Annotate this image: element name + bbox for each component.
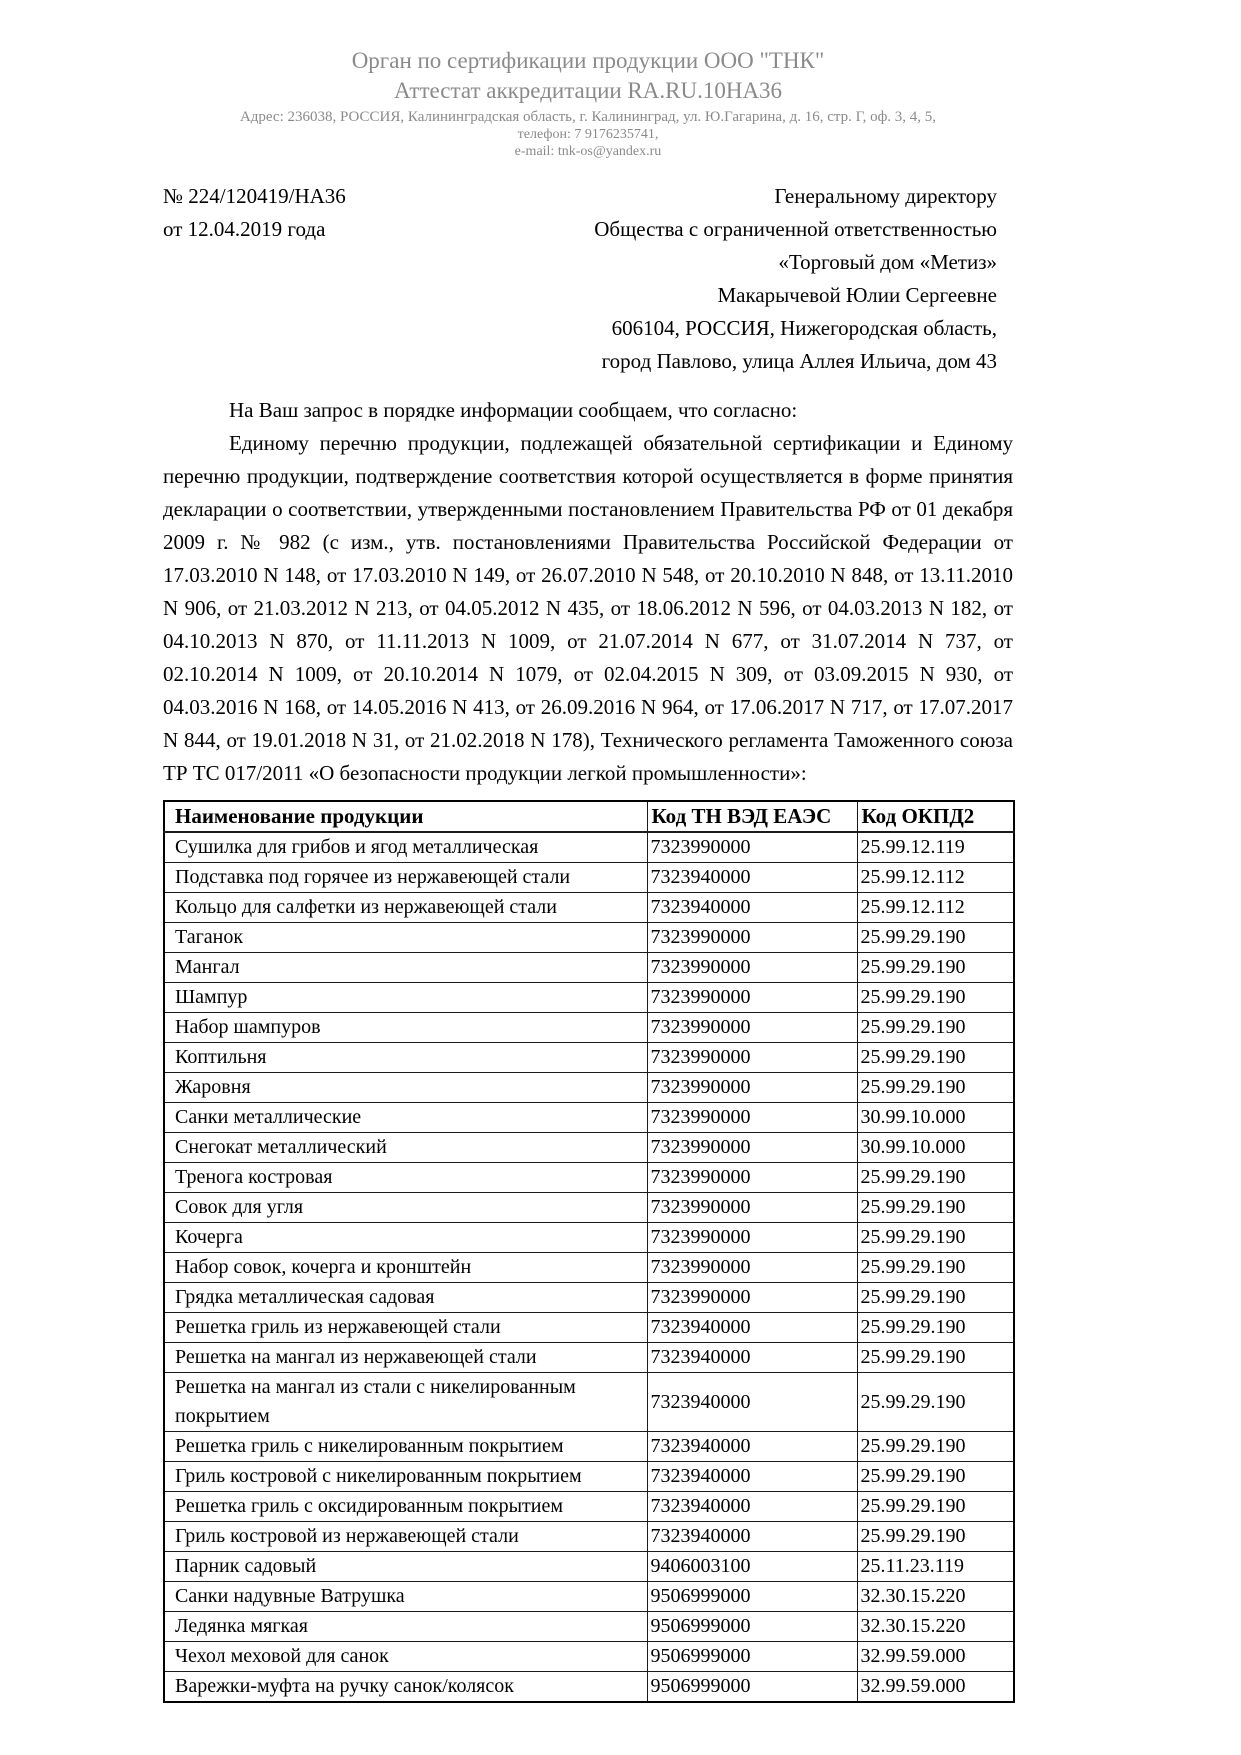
column-header-product-name: Наименование продукции (164, 801, 647, 832)
intro-paragraph: На Ваш запрос в порядке информации сообщаем, что согласно: (229, 398, 798, 422)
tnved-code-cell: 7323940000 (647, 1462, 857, 1492)
okpd2-code-cell: 25.99.29.190 (857, 1522, 1014, 1552)
table-row (164, 1253, 1014, 1283)
table-row (164, 893, 1014, 923)
table-row (164, 983, 1014, 1013)
tnved-code-cell: 9506999000 (647, 1582, 857, 1612)
product-name-cell: Набор шампуров (164, 1013, 647, 1043)
okpd2-code-cell: 25.99.12.112 (857, 863, 1014, 893)
product-name-cell: Санки надувные Ватрушка (164, 1582, 647, 1612)
okpd2-code-cell: 25.99.29.190 (857, 983, 1014, 1013)
table-row (164, 1672, 1014, 1703)
okpd2-code-cell: 25.99.29.190 (857, 1253, 1014, 1283)
addressee-line: город Павлово, улица Аллея Ильича, дом 43 (601, 349, 997, 373)
okpd2-code-cell: 25.99.29.190 (857, 1013, 1014, 1043)
table-row (164, 1103, 1014, 1133)
product-name-cell: Шампур (164, 983, 647, 1013)
table-row (164, 1043, 1014, 1073)
okpd2-code-cell: 25.99.29.190 (857, 1163, 1014, 1193)
okpd2-code-cell: 32.99.59.000 (857, 1672, 1014, 1703)
tnved-code-cell: 7323990000 (647, 1073, 857, 1103)
okpd2-code-cell: 25.99.29.190 (857, 953, 1014, 983)
tnved-code-cell: 7323990000 (647, 1163, 857, 1193)
product-name-cell: Гриль костровой из нержавеющей стали (164, 1522, 647, 1552)
table-row (164, 832, 1014, 863)
table-row (164, 1492, 1014, 1522)
tnved-code-cell: 7323990000 (647, 1103, 857, 1133)
tnved-code-cell: 7323940000 (647, 1313, 857, 1343)
addressee-line: 606104, РОССИЯ, Нижегородская область, (611, 316, 997, 340)
product-name-cell: Жаровня (164, 1073, 647, 1103)
org-email: e-mail: tnk-os@yandex.ru (514, 144, 662, 159)
tnved-code-cell: 7323940000 (647, 893, 857, 923)
product-name-cell: Совок для угля (164, 1193, 647, 1223)
addressee-block (594, 180, 1013, 378)
okpd2-code-cell: 25.11.23.119 (857, 1552, 1014, 1582)
table-row (164, 1013, 1014, 1043)
main-paragraph: Единому перечню продукции, подлежащей обязательной сертификации и Единому перечню продукции, подтверждение соответствия которой осуществляется в форме принятия декларации о соответствии, утвержденными постановлением Правительства РФ от 01 декабря 2009 г. № 982 (с изм., утв. постановлениями Правительства Российской Федерации от 17.03.2010 N 148, от 17.03.2010 N 149, от 26.07.2010 N 548, от 20.10.2010 N 848, от 13.11.2010 N 906, от 21.03.2012 N 213, от 04.05.2012 N 435, от 18.06.2012 N 596, от 04.03.2013 N 182, от 04.10.2013 N 870, от 11.11.2013 N 1009, от 21.07.2014 N 677, от 31.07.2014 N 737, от 02.10.2014 N 1009, от 20.10.2014 N 1079, от 02.04.2015 N 309, от 03.09.2015 N 930, от 04.03.2016 N 168, от 14.05.2016 N 413, от 26.09.2016 N 964, от 17.06.2017 N 717, от 17.07.2017 N 844, от 19.01.2018 N 31, от 21.02.2018 N 178), Технического регламента Таможенного союза ТР ТС 017/2011 «О безопасности продукции легкой промышленности»: (163, 431, 1013, 785)
product-name-cell: Подставка под горячее из нержавеющей стали (164, 863, 647, 893)
product-name-cell: Гриль костровой с никелированным покрытием (164, 1462, 647, 1492)
tnved-code-cell: 7323990000 (647, 1043, 857, 1073)
product-name-cell: Решетка на мангал из нержавеющей стали (164, 1343, 647, 1373)
product-name-cell: Кольцо для салфетки из нержавеющей стали (164, 893, 647, 923)
tnved-code-cell: 7323990000 (647, 832, 857, 863)
okpd2-code-cell: 25.99.29.190 (857, 1043, 1014, 1073)
tnved-code-cell: 9506999000 (647, 1612, 857, 1642)
letter-body (163, 394, 1013, 790)
product-name-cell: Варежки-муфта на ручку санок/колясок (164, 1672, 647, 1703)
okpd2-code-cell: 25.99.29.190 (857, 1373, 1014, 1432)
letterhead (163, 46, 1013, 160)
okpd2-code-cell: 25.99.29.190 (857, 1283, 1014, 1313)
table-row (164, 1432, 1014, 1462)
product-name-cell: Санки металлические (164, 1103, 647, 1133)
product-name-cell: Сушилка для грибов и ягод металлическая (164, 832, 647, 863)
tnved-code-cell: 7323990000 (647, 953, 857, 983)
product-name-cell: Решетка гриль с никелированным покрытием (164, 1432, 647, 1462)
product-table-body (164, 832, 1014, 1702)
letter-date: от 12.04.2019 года (163, 217, 326, 241)
table-row (164, 1193, 1014, 1223)
table-row (164, 1373, 1014, 1432)
product-name-cell: Кочерга (164, 1223, 647, 1253)
product-name-cell: Таганок (164, 923, 647, 953)
org-address: Адрес: 236038, РОССИЯ, Калининградская область, г. Калининград, ул. Ю.Гагарина, д. 16, стр. Г, оф. 3, 4, 5, (239, 109, 937, 125)
addressee-line: Макарычевой Юлии Сергеевне (717, 283, 997, 307)
table-row (164, 1552, 1014, 1582)
tnved-code-cell: 7323940000 (647, 1492, 857, 1522)
table-row (164, 1133, 1014, 1163)
okpd2-code-cell: 32.99.59.000 (857, 1642, 1014, 1672)
tnved-code-cell: 7323990000 (647, 1223, 857, 1253)
okpd2-code-cell: 25.99.29.190 (857, 1492, 1014, 1522)
table-row (164, 1163, 1014, 1193)
tnved-code-cell: 7323990000 (647, 923, 857, 953)
product-name-cell: Парник садовый (164, 1552, 647, 1582)
tnved-code-cell: 7323990000 (647, 1283, 857, 1313)
table-row (164, 1313, 1014, 1343)
table-header-row (164, 801, 1014, 832)
column-header-okpd2-code: Код ОКПД2 (857, 801, 1014, 832)
tnved-code-cell: 7323940000 (647, 1522, 857, 1552)
table-row (164, 1462, 1014, 1492)
reference-and-addressee (163, 180, 1013, 378)
product-table (163, 800, 1015, 1703)
tnved-code-cell: 9506999000 (647, 1642, 857, 1672)
table-row (164, 1522, 1014, 1552)
addressee-line: Общества с ограниченной ответственностью (594, 217, 997, 241)
product-name-cell: Мангал (164, 953, 647, 983)
product-name-cell: Тренога костровая (164, 1163, 647, 1193)
product-name-cell: Снегокат металлический (164, 1133, 647, 1163)
okpd2-code-cell: 25.99.29.190 (857, 1432, 1014, 1462)
okpd2-code-cell: 25.99.29.190 (857, 1462, 1014, 1492)
product-name-cell: Коптильня (164, 1043, 647, 1073)
tnved-code-cell: 7323940000 (647, 863, 857, 893)
okpd2-code-cell: 32.30.15.220 (857, 1582, 1014, 1612)
okpd2-code-cell: 32.30.15.220 (857, 1612, 1014, 1642)
okpd2-code-cell: 30.99.10.000 (857, 1133, 1014, 1163)
tnved-code-cell: 9506999000 (647, 1672, 857, 1703)
table-row (164, 1283, 1014, 1313)
tnved-code-cell: 7323990000 (647, 1013, 857, 1043)
product-name-cell: Чехол меховой для санок (164, 1642, 647, 1672)
okpd2-code-cell: 25.99.29.190 (857, 1343, 1014, 1373)
table-row (164, 1642, 1014, 1672)
product-name-cell: Решетка гриль из нержавеющей стали (164, 1313, 647, 1343)
column-header-tnved-code: Код ТН ВЭД ЕАЭС (647, 801, 857, 832)
table-row (164, 923, 1014, 953)
tnved-code-cell: 9406003100 (647, 1552, 857, 1582)
table-row (164, 953, 1014, 983)
accreditation-number: Аттестат аккредитации RA.RU.10НА36 (393, 78, 783, 103)
tnved-code-cell: 7323940000 (647, 1432, 857, 1462)
product-name-cell: Набор совок, кочерга и кронштейн (164, 1253, 647, 1283)
table-row (164, 1343, 1014, 1373)
table-row (164, 1073, 1014, 1103)
addressee-line: «Торговый дом «Метиз» (778, 250, 997, 274)
tnved-code-cell: 7323990000 (647, 1133, 857, 1163)
okpd2-code-cell: 25.99.29.190 (857, 1073, 1014, 1103)
letter-reference (163, 180, 346, 378)
tnved-code-cell: 7323990000 (647, 1193, 857, 1223)
okpd2-code-cell: 25.99.29.190 (857, 1313, 1014, 1343)
tnved-code-cell: 7323990000 (647, 983, 857, 1013)
okpd2-code-cell: 25.99.29.190 (857, 1223, 1014, 1253)
letter-number: № 224/120419/НА36 (163, 184, 346, 208)
product-name-cell: Решетка гриль с оксидированным покрытием (164, 1492, 647, 1522)
okpd2-code-cell: 25.99.12.112 (857, 893, 1014, 923)
okpd2-code-cell: 25.99.29.190 (857, 923, 1014, 953)
table-row (164, 1223, 1014, 1253)
okpd2-code-cell: 25.99.29.190 (857, 1193, 1014, 1223)
tnved-code-cell: 7323990000 (647, 1253, 857, 1283)
product-name-cell: Решетка на мангал из стали с никелированным покрытием (164, 1373, 647, 1432)
table-row (164, 1582, 1014, 1612)
org-phone: телефон: 7 9176235741, (517, 127, 659, 142)
tnved-code-cell: 7323940000 (647, 1343, 857, 1373)
okpd2-code-cell: 25.99.12.119 (857, 832, 1014, 863)
tnved-code-cell: 7323940000 (647, 1373, 857, 1432)
table-row (164, 1612, 1014, 1642)
product-name-cell: Грядка металлическая садовая (164, 1283, 647, 1313)
product-name-cell: Ледянка мягкая (164, 1612, 647, 1642)
okpd2-code-cell: 30.99.10.000 (857, 1103, 1014, 1133)
table-row (164, 863, 1014, 893)
org-name: Орган по сертификации продукции ООО "ТНК" (351, 48, 825, 73)
addressee-line: Генеральному директору (774, 184, 997, 208)
